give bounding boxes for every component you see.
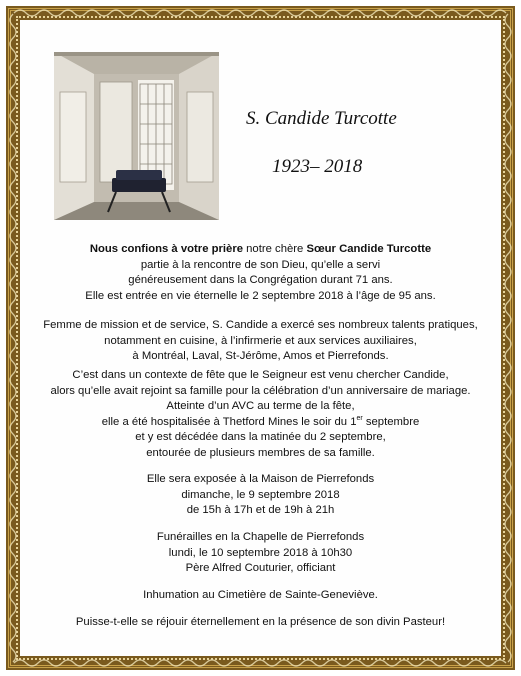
- mission-line-3: à Montréal, Laval, St-Jérôme, Amos et Pierrefonds.: [132, 350, 389, 363]
- celebration-line-6: entourée de plusieurs membres de sa famille.: [146, 446, 375, 459]
- funeral-line-1: Funérailles en la Chapelle de Pierrefonds: [156, 531, 365, 543]
- exposition-paragraph: [30, 472, 491, 519]
- celebration-paragraph: [30, 368, 491, 462]
- mission-paragraph: [30, 318, 491, 365]
- closing-line-1: Puisse-t-elle se réjouir éternellement en la présence de son divin Pasteur!: [75, 616, 446, 628]
- ordinal-superscript: er: [356, 415, 363, 423]
- announcement-line-4: Elle est entrée en vie éternelle le 2 septembre 2018 à l’âge de 95 ans.: [85, 289, 436, 302]
- celebration-line-5: et y est décédée dans la matinée du 2 septembre,: [135, 431, 386, 444]
- funeral-line-2: lundi, le 10 septembre 2018 à 10h30: [168, 546, 353, 559]
- intro-bold-text: Nous confions à votre prière: [89, 243, 244, 255]
- celebration-line-4: [30, 415, 491, 431]
- celebration-line-3: Atteinte d’un AVC au terme de la fête,: [166, 400, 355, 413]
- life-years: 1923– 2018: [272, 156, 363, 177]
- hospital-text-end: septembre: [362, 415, 420, 428]
- exposition-line-3: de 15h à 17h et de 19h à 21h: [186, 504, 335, 517]
- mission-line-1: Femme de mission et de service, S. Candide a exercé ses nombreux talents pratiques,: [43, 319, 478, 331]
- announcement-paragraph: [30, 242, 491, 304]
- sister-name-bold: Sœur Candide Turcotte: [306, 243, 432, 255]
- celebration-line-2: alors qu’elle avait rejoint sa famille pour la célébration d’un anniversaire de mariage.: [50, 384, 471, 397]
- hallway-image: [54, 52, 219, 220]
- burial-line-1: Inhumation au Cimetière de Sainte-Geneviève.: [143, 589, 378, 601]
- funeral-line-3: Père Alfred Couturier, officiant: [185, 562, 336, 575]
- announcement-line-2: partie à la rencontre de son Dieu, qu’elle a servi: [140, 258, 381, 271]
- announcement-line-1: [30, 242, 491, 258]
- announcement-line-3: généreusement dans la Congrégation durant 71 ans.: [128, 274, 393, 287]
- intro-text: notre chère: [243, 243, 307, 255]
- celebration-line-1: C’est dans un contexte de fête que le Seigneur est venu chercher Candide,: [72, 369, 449, 381]
- deceased-name: S. Candide Turcotte: [246, 108, 397, 129]
- exposition-line-2: dimanche, le 9 septembre 2018: [181, 488, 340, 501]
- burial-paragraph: [30, 588, 491, 604]
- funeral-paragraph: [30, 530, 491, 577]
- hospital-text: elle a été hospitalisée à Thetford Mines le soir du 1: [101, 415, 357, 428]
- closing-paragraph: [30, 615, 491, 631]
- exposition-line-1: Elle sera exposée à la Maison de Pierrefonds: [146, 473, 375, 485]
- mission-line-2: notamment en cuisine, à l’infirmerie et aux services auxiliaires,: [104, 334, 417, 347]
- interior-photo: [54, 52, 219, 220]
